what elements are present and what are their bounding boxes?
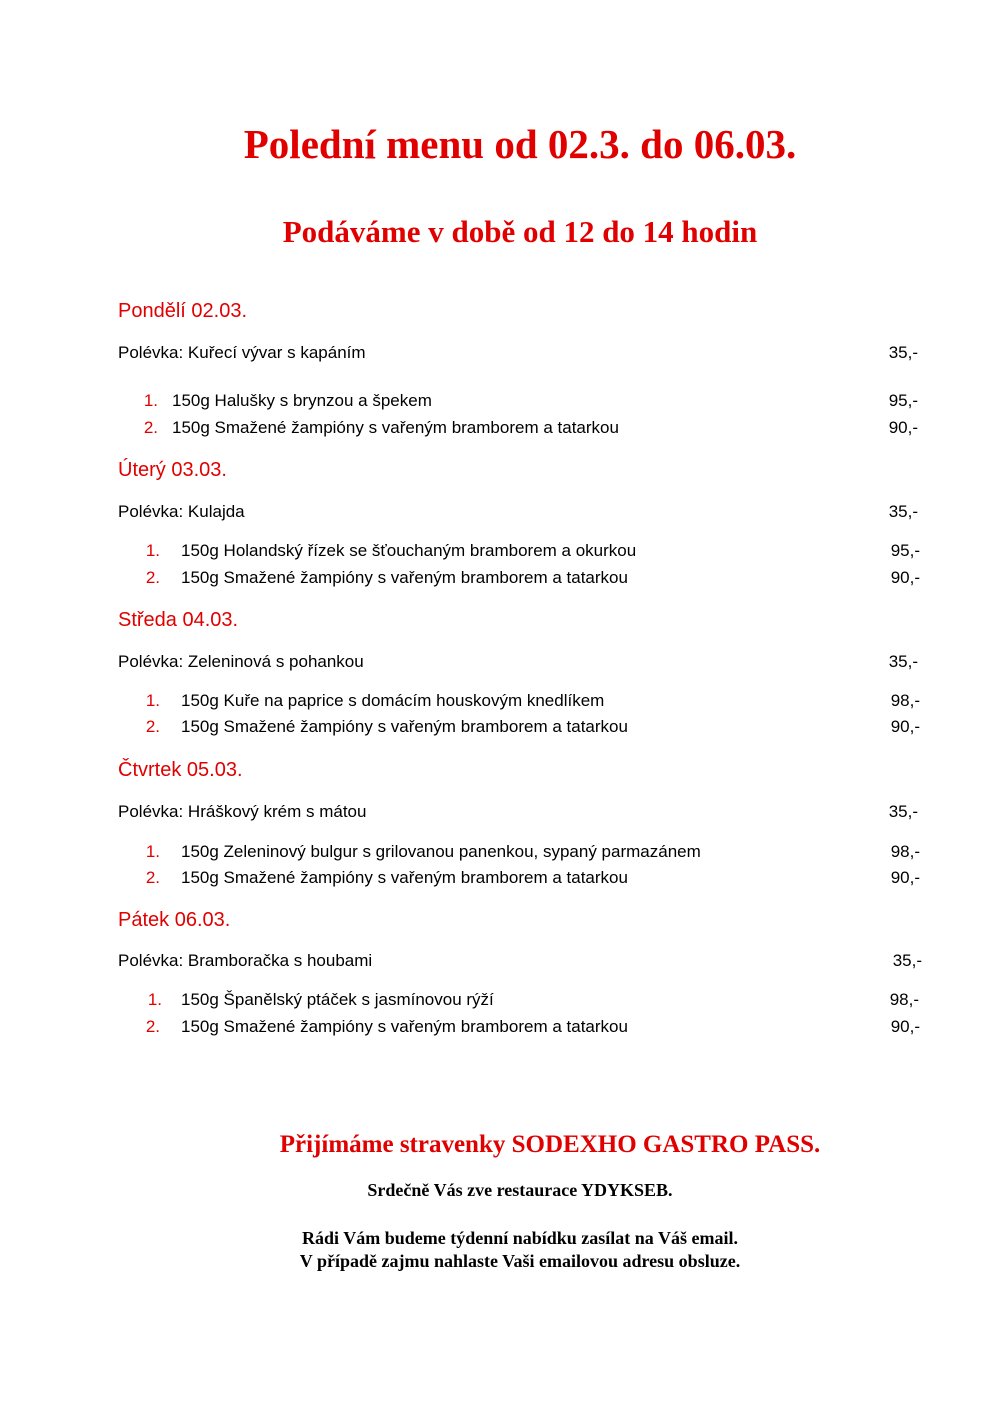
soup-label: Polévka: Bramboračka s houbami [118, 951, 373, 970]
soup-row-monday [118, 341, 918, 365]
soup-price: 35,- [892, 951, 922, 970]
vouchers-note: Přijímáme stravenky SODEXHO GASTRO PASS. [279, 1131, 821, 1158]
item-price: 90,- [890, 868, 920, 887]
item-label: 150g Smažené žampióny s vařeným bramborem a tatarkou [181, 868, 628, 887]
day-heading-friday: Pátek 06.03. [118, 909, 231, 931]
item-number: 1. [147, 990, 162, 1009]
day-heading-tuesday: Úterý 03.03. [118, 459, 227, 481]
item-price: 98,- [889, 990, 919, 1009]
item-label: 150g Smažené žampióny s vařeným bramborem a tatarkou [181, 1017, 628, 1036]
item-number: 2. [145, 568, 160, 587]
invite-text: Srdečně Vás zve restaurace YDYKSEB. [367, 1180, 673, 1200]
soup-label: Polévka: Zeleninová s pohankou [118, 652, 364, 671]
soup-row-thursday [118, 800, 918, 824]
soup-price: 35,- [888, 802, 918, 821]
item-label: 150g Smažené žampióny s vařeným bramborem a tatarkou [181, 717, 628, 736]
serving-hours: Podáváme v době od 12 do 14 hodin [282, 214, 758, 249]
soup-row-wednesday [118, 650, 918, 674]
item-number: 2. [145, 1017, 160, 1036]
menu-item-wednesday-1 [120, 689, 920, 713]
item-number: 1. [145, 842, 160, 861]
soup-label: Polévka: Kuřecí vývar s kapáním [118, 343, 366, 362]
email-offer-line-1: Rádi Vám budeme týdenní nabídku zasílat na Váš email. [302, 1228, 738, 1248]
item-price: 90,- [888, 418, 918, 437]
menu-item-friday-2 [120, 1015, 920, 1039]
item-price: 95,- [890, 541, 920, 560]
item-number: 1. [145, 691, 160, 710]
menu-item-monday-2 [118, 416, 918, 440]
item-label: 150g Kuře na paprice s domácím houskovým knedlíkem [181, 691, 605, 710]
item-label: 150g Zeleninový bulgur s grilovanou panenkou, sypaný parmazánem [181, 842, 701, 861]
item-label: 150g Smažené žampióny s vařeným bramborem a tatarkou [172, 418, 619, 437]
item-label: 150g Halušky s brynzou a špekem [172, 391, 432, 410]
item-price: 98,- [890, 691, 920, 710]
item-price: 95,- [888, 391, 918, 410]
soup-label: Polévka: Kulajda [118, 502, 245, 521]
menu-title: Polední menu od 02.3. do 06.03. [243, 121, 797, 167]
item-number: 2. [143, 418, 158, 437]
item-price: 90,- [890, 1017, 920, 1036]
day-heading-monday: Pondělí 02.03. [118, 300, 247, 322]
item-number: 2. [145, 717, 160, 736]
soup-label: Polévka: Hráškový krém s mátou [118, 802, 367, 821]
menu-item-thursday-1 [120, 840, 920, 864]
menu-item-tuesday-2 [120, 566, 920, 590]
item-number: 1. [145, 541, 160, 560]
email-offer-line-2: V případě zajmu nahlaste Vaši emailovou adresu obsluze. [299, 1251, 741, 1271]
item-price: 90,- [890, 568, 920, 587]
item-number: 1. [143, 391, 158, 410]
soup-price: 35,- [888, 343, 918, 362]
soup-row-friday [118, 949, 922, 973]
soup-price: 35,- [888, 502, 918, 521]
menu-item-friday-1 [122, 988, 919, 1012]
soup-row-tuesday [118, 500, 918, 524]
item-number: 2. [145, 868, 160, 887]
item-label: 150g Smažené žampióny s vařeným bramborem a tatarkou [181, 568, 628, 587]
item-price: 98,- [890, 842, 920, 861]
item-label: 150g Holandský řízek se šťouchaným bramborem a okurkou [181, 541, 637, 560]
menu-item-tuesday-1 [120, 539, 920, 563]
menu-item-wednesday-2 [120, 715, 920, 739]
menu-item-monday-1 [118, 389, 918, 413]
soup-price: 35,- [888, 652, 918, 671]
menu-item-thursday-2 [120, 866, 920, 890]
item-price: 90,- [890, 717, 920, 736]
item-label: 150g Španělský ptáček s jasmínovou rýží [181, 990, 494, 1009]
day-heading-wednesday: Středa 04.03. [118, 609, 239, 631]
day-heading-thursday: Čtvrtek 05.03. [118, 759, 243, 781]
